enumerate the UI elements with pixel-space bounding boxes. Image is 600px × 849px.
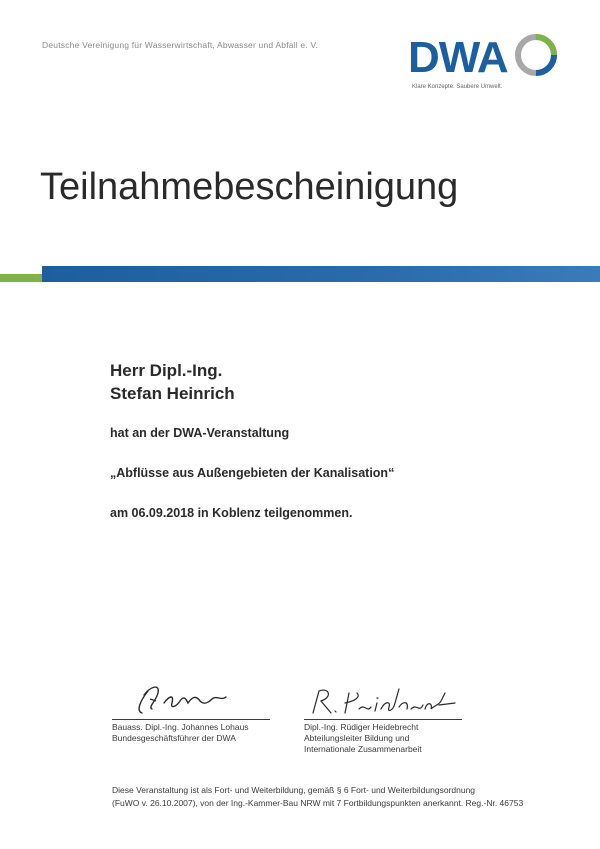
- accreditation-line-2: (FuWO v. 26.10.2007), von der Ing.-Kammer-Bau NRW mit 7 Fortbildungspunkten anerkannt. Reg.-Nr. 46753: [112, 798, 524, 808]
- signatory-left-name: Bauass. Dipl.-Ing. Johannes Lohaus: [112, 722, 249, 732]
- accreditation-line-1: Diese Veranstaltung ist als Fort- und Weiterbildung, gemäß § 6 Fort- und Weiterbildungsordnung: [112, 785, 476, 795]
- dwa-logo: [408, 30, 568, 100]
- event-name: „Abflüsse aus Außengebieten der Kanalisation“: [110, 466, 395, 480]
- decorative-band: [0, 266, 600, 282]
- recipient-name: Stefan Heinrich: [110, 384, 235, 403]
- band-blue-segment: [42, 266, 600, 282]
- signature-line-left: [112, 719, 270, 720]
- logo-tagline: Klare Konzepte. Saubere Umwelt.: [412, 84, 503, 90]
- organization-name: Deutsche Vereinigung für Wasserwirtschaft, Abwasser und Abfall e. V.: [42, 40, 319, 50]
- event-date-location: am 06.09.2018 in Koblenz teilgenommen.: [110, 506, 353, 520]
- band-green-segment: [0, 274, 42, 282]
- signature-heidebrecht: [305, 683, 465, 718]
- signatory-right-name: Dipl.-Ing. Rüdiger Heidebrecht: [304, 722, 419, 732]
- signatory-left-role: Bundesgeschäftsführer der DWA: [112, 733, 236, 743]
- signatory-left: [112, 722, 249, 744]
- accreditation-note: [112, 784, 523, 810]
- recipient-title: Herr Dipl.-Ing.: [110, 361, 223, 380]
- logo-text: DWA: [408, 33, 508, 82]
- page-title: Teilnahmebescheinigung: [40, 166, 459, 208]
- signature-lohaus: [130, 673, 240, 718]
- signature-line-right: [304, 719, 462, 720]
- signatory-right: [304, 722, 422, 755]
- signatory-right-role-1: Abteilungsleiter Bildung und: [304, 733, 410, 743]
- event-intro: hat an der DWA-Veranstaltung: [110, 426, 290, 440]
- signatory-right-role-2: Internationale Zusammenarbeit: [304, 744, 422, 754]
- logo-ring-icon: [513, 32, 559, 78]
